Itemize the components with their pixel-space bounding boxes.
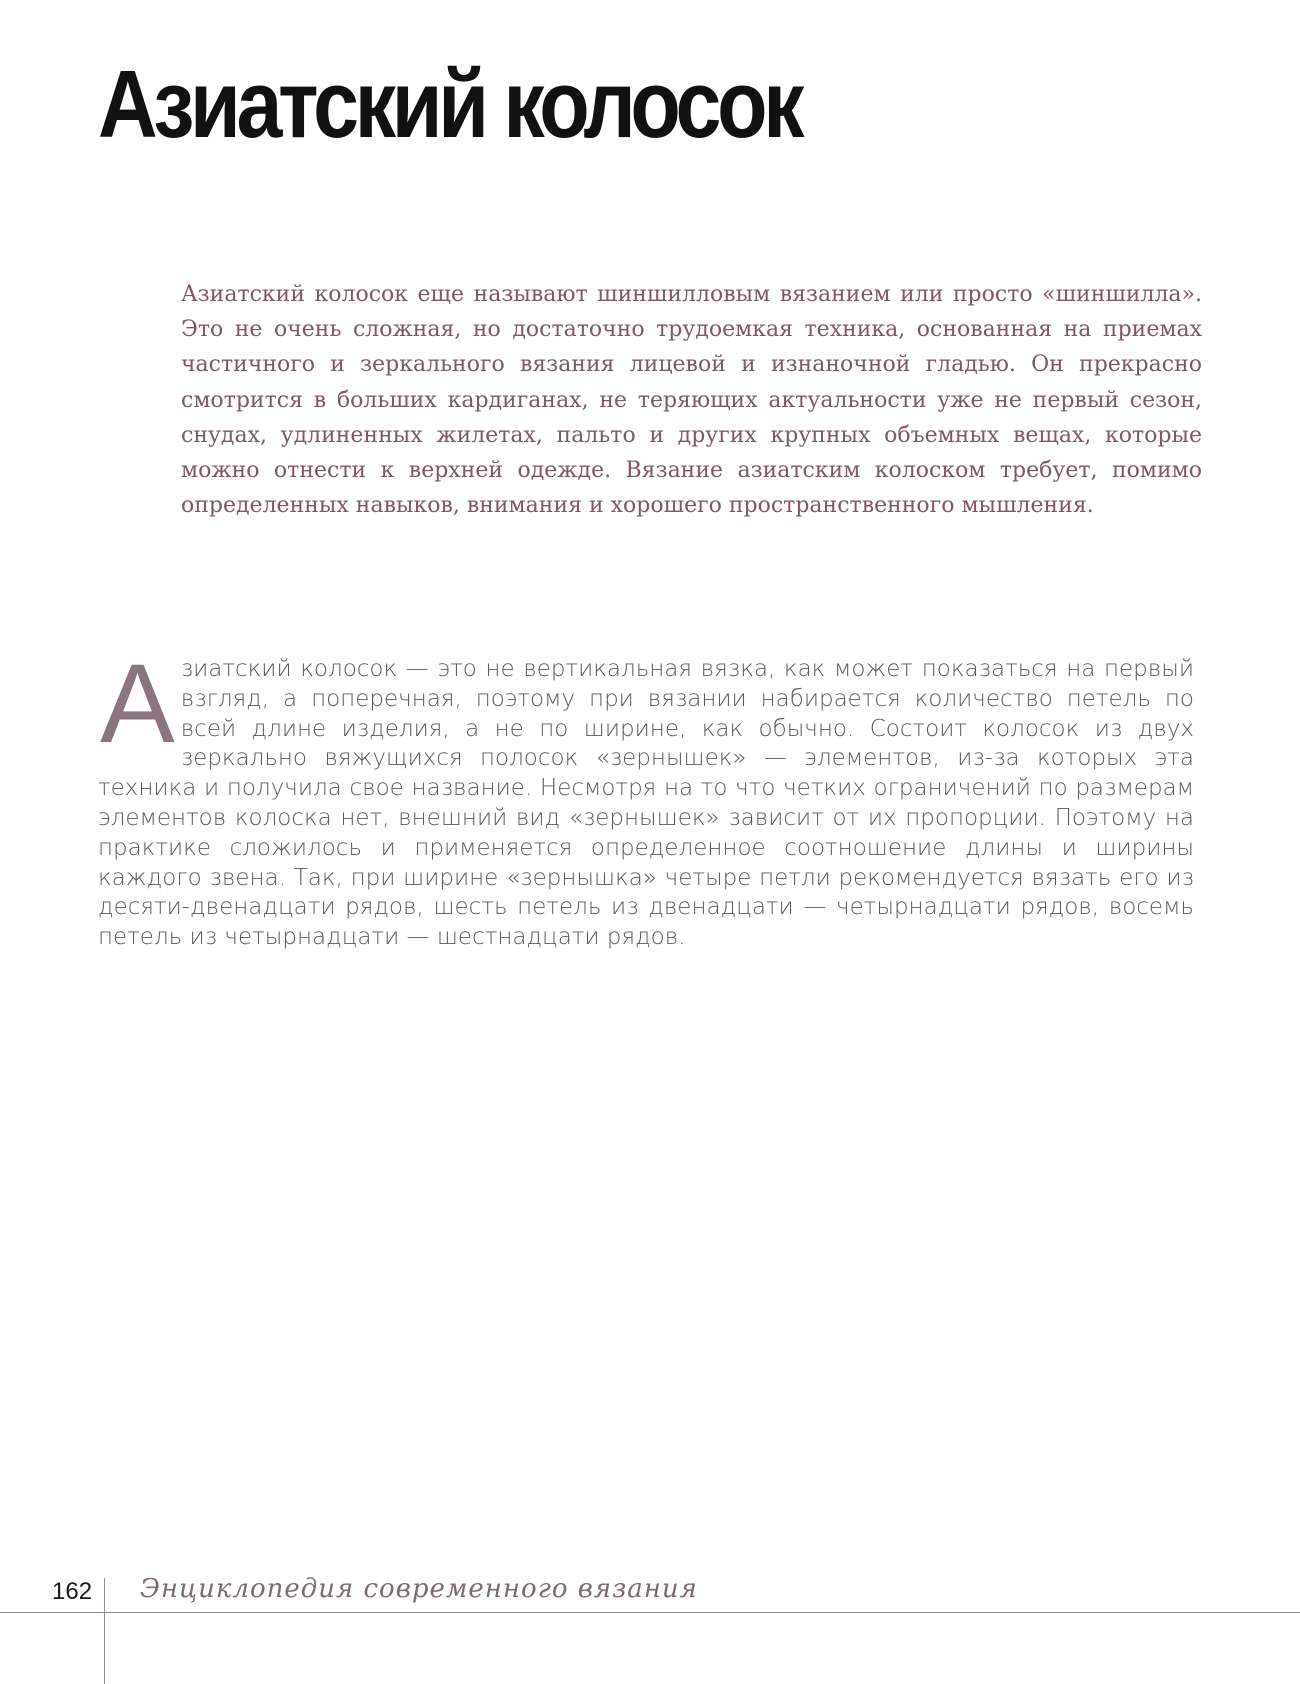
footer-divider xyxy=(104,1578,105,1684)
body-paragraph-text: зиатский колосок — это не вертикальная вязка, как может показаться на первый взгляд, а поперечная, поэтому при вязании набирается количество петель по всей длине изделия, а не по ширине, как обычно. Состоит колосок из двух зеркально вяжущихся полосок «зернышек» — элементов, из-за которых эта техника и получила свое название. Несмотря на то что четких ограничений по размерам элементов колоска нет, внешний вид «зернышек» зависит от их пропорции. Поэтому на практике сложилось и применяется определенное соотношение длины и ширины каждого звена. Так, при ширине «зернышка» четыре петли рекомендуется вязать его из десяти-двенадцати рядов, шесть петель из двенадцати — четырнадцати рядов, восемь петель из четырнадцати — шестнадцати рядов. xyxy=(98,656,1194,951)
running-title: Энциклопедия современного вязания xyxy=(140,1574,698,1604)
drop-cap: А xyxy=(100,641,175,766)
page-title: Азиатский колосок xyxy=(98,51,801,158)
intro-paragraph: Азиатский колосок еще называют шиншилловым вязанием или просто «шиншилла». Это не очень сложная, но достаточно трудоемкая техника, основанная на приемах частичного и зеркального вязания лицевой и изнаночной гладью. Он прекрасно смотрится в больших кардиганах, не теряющих актуальности уже не первый сезон, снудах, удлиненных жилетах, пальто и других крупных объемных вещах, которые можно отнести к верхней одежде. Вязание азиатским колоском требует, помимо определенных навыков, внимания и хорошего пространственного мышления. xyxy=(181,282,1202,519)
body-paragraph xyxy=(98,641,1194,953)
page-number: 162 xyxy=(52,1578,93,1605)
footer-rule xyxy=(0,1612,1300,1613)
